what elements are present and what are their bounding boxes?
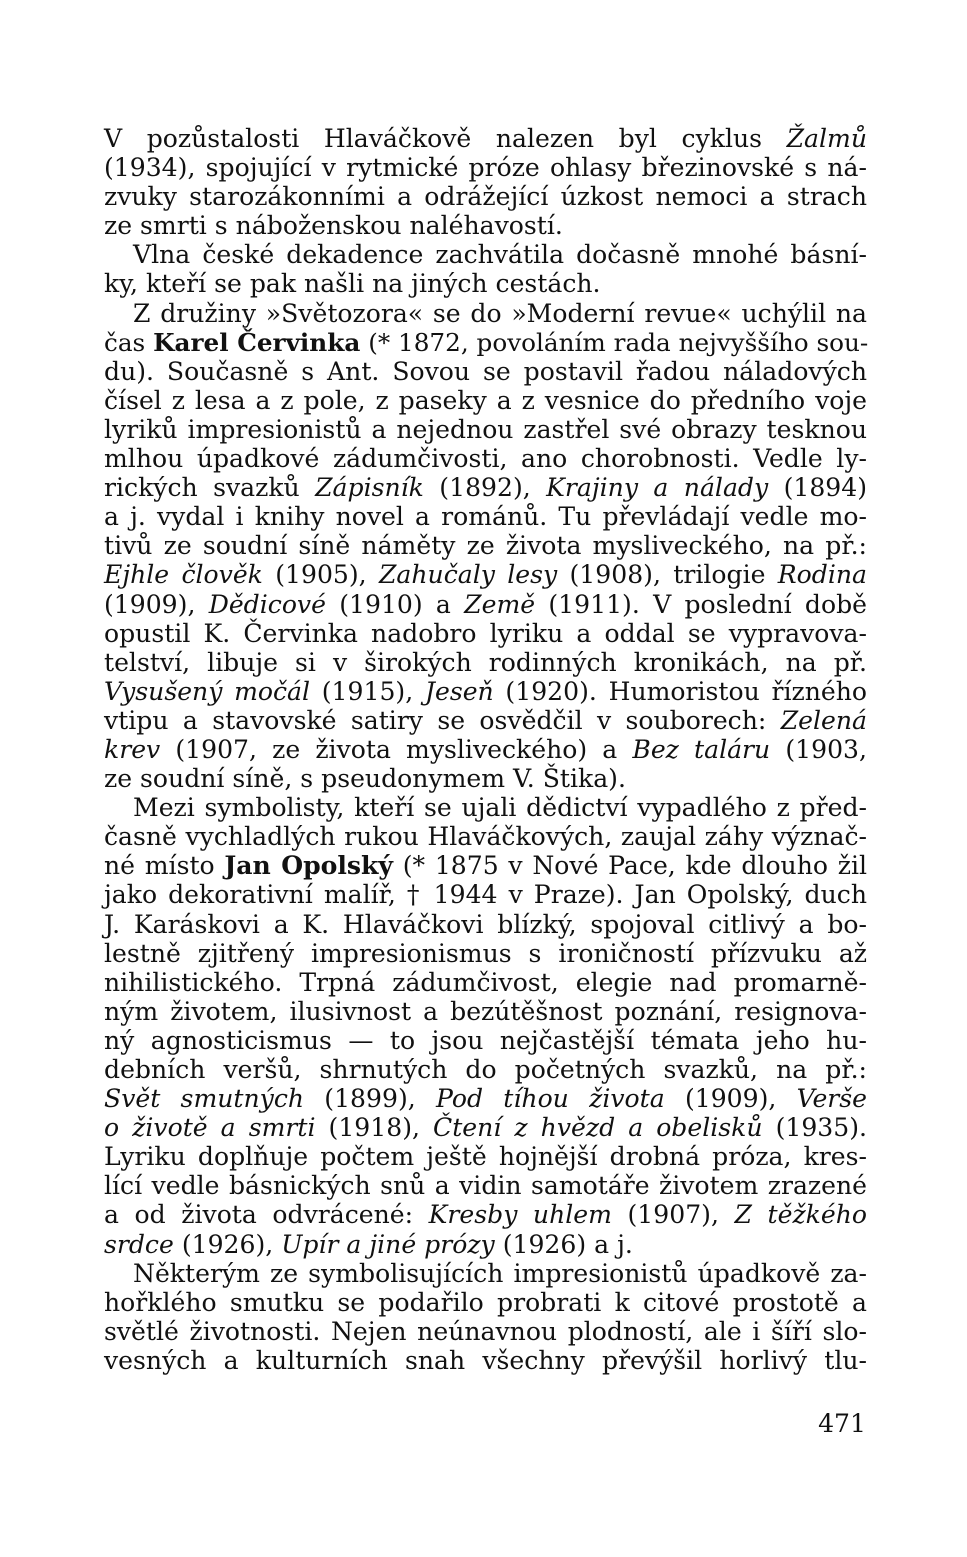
text-line (104, 386, 867, 415)
page-number: 471 (818, 1409, 866, 1438)
text-line (104, 299, 867, 328)
text-line (104, 793, 867, 822)
text-run: a od života odvrácené: (104, 1200, 429, 1230)
paragraph (104, 240, 867, 298)
italic-title: Jeseň (424, 676, 494, 706)
text-line (104, 1026, 867, 1055)
bold-name: Jan Opolský (224, 850, 394, 881)
text-run: čísel z lesa a z pole, z paseky a z vesnice do předního voje (104, 385, 867, 415)
text-run: (1907, ze života mysliveckého) a (160, 734, 633, 764)
italic-title: Rodina (777, 560, 867, 590)
text-line (104, 1259, 867, 1288)
text-run: ným životem, ilusivnost a bezútěšnost poznání, resignova- (104, 996, 867, 1026)
text-run: (1907), (611, 1200, 735, 1230)
bold-name: Karel Červinka (153, 327, 361, 357)
text-line (104, 880, 867, 909)
italic-title: Vysušený močál (104, 676, 311, 706)
text-line (104, 1317, 867, 1346)
italic-title: Čtení z hvězd a obelisků (433, 1113, 763, 1143)
text-line (104, 357, 867, 386)
text-line (104, 1055, 867, 1084)
italic-title: Verše (796, 1084, 868, 1114)
text-run: časně vychladlých rukou Hlaváčkových, zaujal záhy význač- (104, 822, 867, 852)
text-run: lestně zjitřený impresionismus s ironičností přízvuku až (104, 938, 867, 968)
italic-title: Pod tíhou života (436, 1084, 665, 1114)
text-run: (1909), (104, 589, 209, 619)
text-run: (1915), (310, 676, 425, 706)
text-line (104, 851, 867, 880)
text-run: nihilistického. Trpná zádumčivost, elegie nad promarně- (104, 967, 867, 997)
text-run: (1909), (664, 1084, 797, 1114)
italic-title: Svět smutných (104, 1084, 305, 1114)
text-line (104, 590, 867, 619)
text-line (104, 240, 867, 269)
paragraph (104, 793, 867, 1259)
text-run: vtipu a stavovské satiry se osvědčil v souborech: (104, 705, 781, 735)
text-run: čas (104, 327, 154, 357)
text-run: (1899), (304, 1084, 436, 1114)
italic-title: Upír a jiné prózy (281, 1229, 495, 1259)
text-line (104, 269, 867, 298)
text-line (104, 619, 867, 648)
text-run: (1920). Humoristou řízného (493, 676, 868, 706)
text-run: a j. vydal i knihy novel a románů. Tu převládají vedle mo- (104, 502, 867, 532)
text-line (104, 677, 867, 706)
paragraph (104, 124, 867, 240)
text-line (104, 764, 867, 793)
text-run: (1910) a (325, 589, 465, 619)
text-run: (1894) (768, 473, 868, 503)
body-text (104, 124, 867, 1375)
text-run: ze soudní síně, s pseudonymem V. Štika). (104, 764, 626, 794)
paragraph (104, 1259, 867, 1375)
text-run: V pozůstalosti Hlaváčkově nalezen byl cyklus (104, 124, 787, 153)
text-run: né místo (104, 851, 225, 881)
text-line (104, 415, 867, 444)
text-run: J. Karáskovi a K. Hlaváčkovi blízký, spojoval citlivý a bo- (104, 909, 867, 939)
text-line (104, 1142, 867, 1171)
text-line (104, 473, 867, 502)
text-run: Lyriku doplňuje počtem ještě hojnější drobná próza, kres- (104, 1142, 867, 1172)
text-line (104, 706, 867, 735)
text-line (104, 1171, 867, 1200)
text-run: tivů ze soudní síně náměty ze života mysliveckého, na př.: (104, 531, 867, 561)
italic-title: Kresby uhlem (428, 1200, 612, 1230)
text-line (104, 182, 867, 211)
italic-title: Zahučaly lesy (378, 560, 558, 590)
text-run: ky, kteří se pak našli na jiných cestách. (104, 269, 601, 299)
text-run: ný agnosticismus — to jsou nejčastější témata jeho hu- (104, 1025, 867, 1055)
text-run: (1918), (315, 1113, 434, 1143)
italic-title: Žalmů (786, 124, 867, 153)
italic-title: Z těžkého (734, 1200, 867, 1230)
text-line (104, 1200, 867, 1229)
text-run: (* 1872, povoláním rada nejvyššího sou- (360, 327, 869, 357)
text-line (104, 1288, 867, 1317)
text-run: Z družiny »Světozora« se do »Moderní revue« uchýlil na (133, 298, 867, 328)
text-line (104, 997, 867, 1026)
text-line (104, 822, 867, 851)
text-line (104, 1084, 867, 1113)
text-run: Vlna české dekadence zachvátila dočasně mnohé básní- (133, 240, 867, 270)
text-run: opustil K. Červinka nadobro lyriku a oddal se vypravova- (104, 618, 867, 648)
text-run: (1911). V poslední době (535, 589, 867, 619)
text-run: lyriků impresionistů a nejednou zastřel své obrazy tesknou (104, 414, 867, 444)
text-line (104, 531, 867, 560)
text-run: (1905), (262, 560, 379, 590)
text-run: lící vedle básnických snů a vidin samotáře životem zrazené (104, 1171, 867, 1201)
italic-title: Dědicové (208, 589, 326, 619)
text-run: (1903, (770, 734, 867, 764)
text-run: du). Současně s Ant. Sovou se postavil řadou náladových (104, 356, 867, 386)
text-run: vesných a kulturních snah všechny převýšil horlivý tlu- (104, 1345, 867, 1375)
italic-title: Země (464, 589, 536, 619)
text-run: rických svazků (104, 473, 316, 503)
text-line (104, 1230, 867, 1259)
text-run: (1934), spojující v rytmické próze ohlasy březinovské s ná- (104, 153, 867, 183)
text-line (104, 211, 867, 240)
text-run: ze smrti s náboženskou naléhavostí. (104, 211, 563, 241)
text-run: (1908), trilogie (557, 560, 778, 590)
text-run: (* 1875 v Nové Pace, kde dlouho žil (393, 851, 867, 881)
text-run: (1935). (762, 1113, 868, 1143)
text-run: zvuky starozákonními a odrážející úzkost nemoci a strach (104, 182, 867, 212)
text-run: jako dekorativní malíř, † 1944 v Praze). Jan Opolský, duch (104, 880, 867, 910)
italic-title: Zelená (780, 705, 867, 735)
text-run: Některým ze symbolisujících impresionistů úpadkově za- (133, 1258, 867, 1288)
italic-title: Bez taláru (632, 734, 771, 764)
italic-title: krev (104, 734, 161, 764)
text-line (104, 560, 867, 589)
text-run: debních veršů, shrnutých do početných svazků, na př.: (104, 1055, 867, 1084)
text-run: (1926) a j. (494, 1229, 633, 1259)
text-line (104, 939, 867, 968)
text-run: (1892), (423, 473, 547, 503)
text-line (104, 910, 867, 939)
text-run: Mezi symbolisty, kteří se ujali dědictví vypadlého z před- (133, 793, 867, 823)
text-line (104, 444, 867, 473)
italic-title: Krajiny a nálady (546, 473, 769, 503)
italic-title: Zápisník (315, 473, 424, 503)
text-run: telství, libuje si v širokých rodinných kronikách, na př. (104, 647, 867, 677)
text-line (104, 1346, 867, 1375)
text-line (104, 1113, 867, 1142)
text-line (104, 502, 867, 531)
italic-title: Ejhle člověk (104, 560, 263, 590)
text-run: hořklého smutku se podařilo probrati k citové prostotě a (104, 1287, 867, 1317)
text-line (104, 153, 867, 182)
text-line (104, 735, 867, 764)
italic-title: o životě a smrti (104, 1113, 316, 1143)
text-line (104, 124, 867, 153)
text-run: (1926), (173, 1229, 282, 1259)
text-run: mlhou úpadkové zádumčivosti, ano chorobnosti. Vedle ly- (104, 444, 867, 474)
text-line (104, 328, 867, 357)
text-line (104, 968, 867, 997)
paragraph (104, 299, 867, 794)
text-run: světlé životnosti. Nejen neúnavnou plodností, ale i šíří slo- (104, 1316, 867, 1346)
italic-title: srdce (104, 1229, 174, 1259)
text-line (104, 648, 867, 677)
